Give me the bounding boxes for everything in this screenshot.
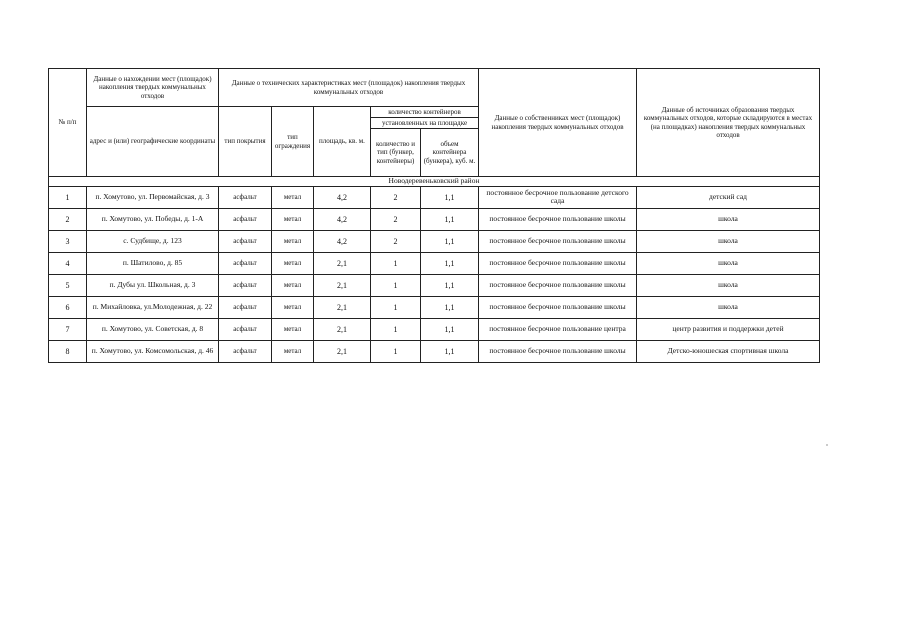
cell-owner: постоянное бесрочное пользование школы (479, 230, 637, 252)
cell-surface: асфальт (219, 340, 272, 362)
cell-surface: асфальт (219, 274, 272, 296)
cell-address: п. Хомутово, ул. Победы, д. 1-А (87, 208, 219, 230)
cell-num: 6 (49, 296, 87, 318)
cell-volume: 1,1 (421, 230, 479, 252)
header-installed: установленных на площадке (371, 118, 479, 129)
cell-surface: асфальт (219, 318, 272, 340)
table-row (49, 340, 820, 362)
header-volume: объем контейнера (бункера), куб. м. (421, 129, 479, 177)
cell-area: 2,1 (314, 318, 371, 340)
cell-volume: 1,1 (421, 318, 479, 340)
header-fence: тип ограждения (272, 107, 314, 177)
cell-surface: асфальт (219, 208, 272, 230)
cell-qty: 1 (371, 340, 421, 362)
header-qty-type: количество и тип (бункер, контейнеры) (371, 129, 421, 177)
cell-volume: 1,1 (421, 186, 479, 208)
cell-address: п. Дубы ул. Школьная, д. 3 (87, 274, 219, 296)
cell-num: 2 (49, 208, 87, 230)
cell-area: 2,1 (314, 296, 371, 318)
cell-area: 2,1 (314, 274, 371, 296)
cell-source: детский сад (637, 186, 820, 208)
cell-area: 4,2 (314, 230, 371, 252)
table-row (49, 296, 820, 318)
cell-qty: 2 (371, 208, 421, 230)
header-location-group: Данные о нахождении мест (площадок) накопления твердых коммунальных отходов (87, 69, 219, 107)
cell-surface: асфальт (219, 230, 272, 252)
header-sources: Данные об источниках образования твердых коммунальных отходов, которые складируются в местах (на площадках) накопления твердых коммунальных отходов (637, 69, 820, 177)
header-owners: Данные о собственниках мест (площадок) накопления твердых коммунальных отходов (479, 69, 637, 177)
cell-address: п. Хомутово, ул. Комсомольская, д. 46 (87, 340, 219, 362)
cell-fence: метал (272, 318, 314, 340)
cell-num: 5 (49, 274, 87, 296)
header-surface: тип покрытия (219, 107, 272, 177)
table-row (49, 274, 820, 296)
cell-address: с. Судбище, д. 123 (87, 230, 219, 252)
cell-qty: 1 (371, 318, 421, 340)
cell-source: центр развития и поддержки детей (637, 318, 820, 340)
cell-source: школа (637, 296, 820, 318)
cell-volume: 1,1 (421, 296, 479, 318)
cell-owner: постоянное бесрочное пользование школы (479, 296, 637, 318)
header-address: адрес и (или) географические координаты (87, 107, 219, 177)
table-rows (49, 186, 820, 362)
cell-num: 7 (49, 318, 87, 340)
table-row (49, 186, 820, 208)
cell-qty: 1 (371, 274, 421, 296)
cell-owner: постоянное бесрочное пользование центра (479, 318, 637, 340)
cell-qty: 2 (371, 230, 421, 252)
cell-owner: постоянное бесрочное пользование детского сада (479, 186, 637, 208)
cell-owner: постоянное бесрочное пользование школы (479, 208, 637, 230)
table-body (49, 177, 820, 187)
table-row (49, 252, 820, 274)
table-header (49, 69, 820, 177)
cell-fence: метал (272, 296, 314, 318)
cell-num: 1 (49, 186, 87, 208)
cell-area: 4,2 (314, 186, 371, 208)
cell-surface: асфальт (219, 186, 272, 208)
cell-source: школа (637, 208, 820, 230)
cell-fence: метал (272, 208, 314, 230)
region-row: Новодеревеньковский район (49, 177, 820, 187)
cell-owner: постоянное бесрочное пользование школы (479, 274, 637, 296)
cell-address: п. Хомутово, ул. Советская, д. 8 (87, 318, 219, 340)
header-area: площадь, кв. м. (314, 107, 371, 177)
header-num: № п/п (49, 69, 87, 177)
cell-volume: 1,1 (421, 208, 479, 230)
cell-owner: постоянное бесрочное пользование школы (479, 340, 637, 362)
cell-area: 2,1 (314, 340, 371, 362)
cell-fence: метал (272, 186, 314, 208)
waste-sites-table (48, 68, 820, 363)
cell-fence: метал (272, 274, 314, 296)
cell-source: школа (637, 230, 820, 252)
cell-qty: 1 (371, 296, 421, 318)
header-containers-count: количество контейнеров (371, 107, 479, 118)
table-row (49, 208, 820, 230)
cell-surface: асфальт (219, 252, 272, 274)
cell-address: п. Михайловка, ул.Молодежная, д. 22 (87, 296, 219, 318)
cell-area: 4,2 (314, 208, 371, 230)
cell-owner: постоянное бесрочное пользование школы (479, 252, 637, 274)
cell-qty: 2 (371, 186, 421, 208)
cell-surface: асфальт (219, 296, 272, 318)
cell-num: 8 (49, 340, 87, 362)
cell-volume: 1,1 (421, 274, 479, 296)
cell-fence: метал (272, 340, 314, 362)
scan-speck (826, 444, 828, 446)
cell-volume: 1,1 (421, 340, 479, 362)
cell-source: школа (637, 274, 820, 296)
cell-num: 4 (49, 252, 87, 274)
header-tech-group: Данные о технических характеристиках мест (площадок) накопления твердых коммунальных отходов (219, 69, 479, 107)
cell-fence: метал (272, 252, 314, 274)
cell-address: п. Хомутово, ул. Первомайская, д. 3 (87, 186, 219, 208)
cell-volume: 1,1 (421, 252, 479, 274)
cell-num: 3 (49, 230, 87, 252)
table-row (49, 230, 820, 252)
cell-source: школа (637, 252, 820, 274)
cell-source: Детско-юношеская спортивная школа (637, 340, 820, 362)
cell-qty: 1 (371, 252, 421, 274)
cell-area: 2,1 (314, 252, 371, 274)
cell-address: п. Шатилово, д. 85 (87, 252, 219, 274)
table-row (49, 318, 820, 340)
cell-fence: метал (272, 230, 314, 252)
